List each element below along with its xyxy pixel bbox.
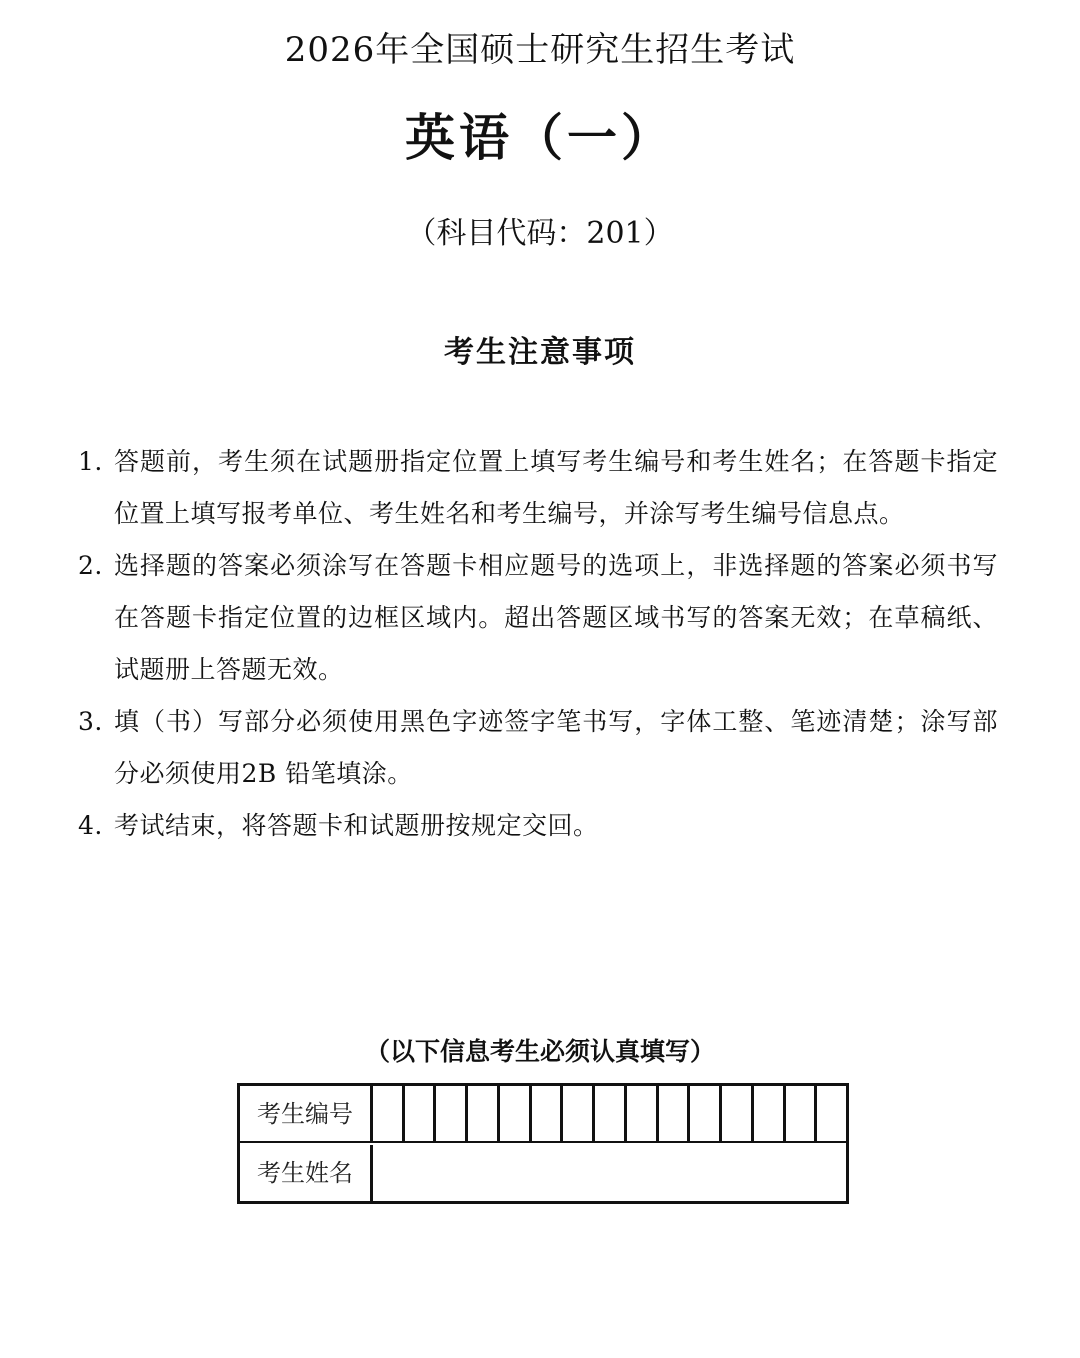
candidate-number-digit-box[interactable] [817,1086,846,1141]
notice-item [78,540,998,696]
fill-instruction: （以下信息考生必须认真填写） [364,1037,715,1066]
candidate-number-digit-box[interactable] [468,1086,500,1141]
candidate-number-digit-box[interactable] [627,1086,659,1141]
candidate-number-digit-box[interactable] [500,1086,532,1141]
candidate-number-digit-box[interactable] [786,1086,818,1141]
candidate-number-label: 考生编号 [240,1086,373,1141]
exam-title: 2026年全国硕士研究生招生考试 [284,30,796,70]
candidate-number-digit-box[interactable] [436,1086,468,1141]
subject-code: （科目代码：201） [406,216,674,251]
notice-item-text: 选择题的答案必须涂写在答题卡相应题号的选项上，非选择题的答案必须书写在答题卡指定位置的边框区域内。超出答题区域书写的答案无效；在草稿纸、试题册上答题无效。 [114,551,998,684]
candidate-number-digit-box[interactable] [405,1086,437,1141]
notice-item [78,436,998,540]
notice-item-text: 考试结束，将答题卡和试题册按规定交回。 [114,811,599,840]
notice-item-text: 填（书）写部分必须使用黑色字迹签字笔书写，字体工整、笔迹清楚；涂写部分必须使用2B 铅笔填涂。 [114,707,998,788]
candidate-number-digit-box[interactable] [754,1086,786,1141]
candidate-name-label: 考生姓名 [240,1145,373,1202]
notice-item-number: 1. [78,447,103,476]
notice-item-text: 答题前，考生须在试题册指定位置上填写考生编号和考生姓名；在答题卡指定位置上填写报考单位、考生姓名和考生编号，并涂写考生编号信息点。 [114,447,998,528]
candidate-number-digit-box[interactable] [659,1086,691,1141]
candidate-number-digit-box[interactable] [563,1086,595,1141]
notice-item [78,696,998,800]
candidate-name-row [240,1145,846,1202]
notice-item-number: 4. [78,811,103,840]
candidate-number-digit-box[interactable] [532,1086,564,1141]
candidate-number-digit-box[interactable] [595,1086,627,1141]
subject-title: 英语（一） [405,109,675,167]
candidate-number-digit-box[interactable] [373,1086,405,1141]
notice-item-number: 2. [78,551,103,580]
candidate-number-row [240,1086,846,1143]
candidate-number-boxes [373,1086,846,1141]
notice-item-number: 3. [78,707,103,736]
candidate-name-field[interactable] [373,1145,846,1202]
notice-list [78,436,998,852]
candidate-number-digit-box[interactable] [690,1086,722,1141]
candidate-number-digit-box[interactable] [722,1086,754,1141]
candidate-info-table [237,1083,849,1204]
notice-heading: 考生注意事项 [444,335,636,370]
notice-item [78,800,998,852]
